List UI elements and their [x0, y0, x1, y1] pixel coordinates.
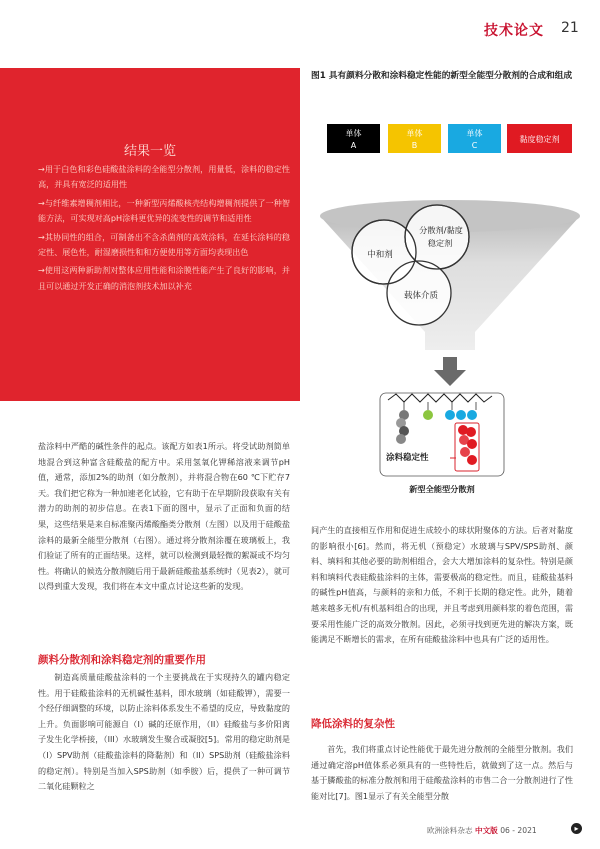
summary-item: →与纤维素增稠剂相比，一种新型丙烯酸核壳结构增稠剂提供了一种智能方法，可实现对高pH涂料更优异的流变性的调节和适用性: [38, 197, 290, 224]
paint-stability-label: 涂料稳定性: [386, 453, 429, 463]
monomer-label: 单体: [406, 129, 423, 138]
dispersant-label-line2: 稳定剂: [427, 238, 453, 248]
section-title: 技术论文: [484, 23, 544, 39]
paragraph: 首先，我们将重点讨论性能优于最先进分散剂的全能型分散剂。我们通过确定溶pH值体系必须具有的一些特性后，就做到了这一点。然后与基于膦酸盐的标准分散剂和用于硅酸盐涂料的市售二合一分散剂进行了性能对比[7]。图1显示了有关全能型分散: [311, 744, 573, 801]
summary-item: →使用这两种新助剂对整体应用性能和涂膜性能产生了良好的影响，并且可以通过开发正确的消泡剂技术加以补充: [38, 265, 290, 291]
figure-caption: 图1 具有颜料分散和涂料稳定性能的新型全能型分散剂的合成和组成: [311, 71, 573, 81]
figure-bottom-caption: 新型全能型分散剂: [409, 484, 475, 494]
issue-label: 06 - 2021: [500, 826, 537, 835]
monomer-bead: [396, 434, 406, 444]
footer: [427, 825, 537, 836]
monomer-a-box: [327, 124, 380, 153]
section-heading: 降低涂料的复杂性: [311, 718, 395, 730]
monomer-bead: [456, 410, 466, 420]
monomer-letter: A: [350, 141, 357, 150]
monomer-c-box: [448, 124, 501, 153]
summary-item: →用于白色和彩色硅酸盐涂料的全能型分散剂，用量低，涂料的稳定性高，并具有宽泛的适用性: [38, 164, 290, 190]
stabilizer-label: 黏度稳定剂: [519, 135, 560, 144]
carrier-label: 载体介质: [403, 291, 439, 301]
monomer-label: 单体: [345, 129, 362, 138]
summary-item: →其协同性的组合，可制备出不含杀菌剂的高效涂料，在延长涂料的稳定性、展色性，耐湿磨损性和和方便使用等方面均表现出色: [38, 231, 290, 258]
arrow-down-icon: [434, 357, 466, 386]
page-number: 21: [561, 20, 579, 36]
dispersant-label-line1: 分散剂/黏度: [419, 225, 463, 235]
monomer-b-box: [388, 124, 441, 153]
monomer-bead: [467, 410, 477, 420]
paragraph: 间产生的直接相互作用和促进生成较小的球状附聚体的方法。后者对黏度的影响很小[6]。然而，将无机（预稳定）水玻璃与SPV/SPS助剂、颜料、填料和其他必要的助剂相组合，会大大增加涂料的复杂性。特别是颜料和填料代表硅酸盐涂料的主体，需要极高的稳定性。而且，硅酸盐基料的碱性pH值高，与颜料的亲和力低，不利于长期的稳定性。此外，随着越来越多无机/有机基料组合的出现，并且考虑到用颜料浆的着色范围，需要采用性能广泛的高效分散剂。因此，必须寻找到更先进的解决方案，既能满足不断增长的需求，在所有硅酸盐涂料中也具有广泛的适用性。: [311, 525, 573, 645]
paragraph: 盐涂料中严酷的碱性条件的起点。该配方如表1所示。将受试助剂简单地混合到这种富含硅酸盐的配方中。采用氢氧化钾稀溶液来调节pH值，通常，添加2%的助剂（如分散剂），并将混合物在60 ℃下贮存7天。我们把它称为一种加速老化试验，它有助于在早期阶段获取有关有潜力的助剂的初步信息。在表1下面的图中，显示了正面和负面的结果，这些结果是来自标准聚丙烯酸酯类分散剂（左图）以及用于硅酸盐涂料的最新全能型分散剂（右图）。通过将分散剂涂覆在玻璃板上，我们验证了所有的正面结果。这样，就可以检测到最轻微的絮凝或不均匀性。将确认的候选分散剂随后用于最新硅酸盐基系统时（见表2），就可以得到重大发现，我们将在本文中重点讨论这些新的发现。: [38, 441, 291, 592]
figure-diagram: [300, 110, 600, 500]
section-heading: 颜料分散剂和涂料稳定剂的重要作用: [38, 654, 206, 666]
monomer-bead: [445, 410, 455, 420]
monomer-letter: B: [411, 141, 418, 150]
monomer-bead: [460, 447, 470, 457]
monomer-bead: [466, 427, 476, 437]
left-column-text: [38, 439, 290, 595]
neutralizer-label: 中和剂: [367, 250, 393, 260]
monomer-label: 单体: [466, 129, 483, 138]
edition-label: 中文版: [474, 826, 498, 835]
monomer-letter: C: [471, 141, 478, 150]
monomer-bead: [423, 410, 433, 420]
paragraph: 制造高质量硅酸盐涂料的一个主要挑战在于实现持久的罐内稳定性。用于硅酸盐涂料的无机碱性基料，即水玻璃（如硅酸钾），需要一个经仔细调整的环境，以防止涂料体系发生不希望的反应，导致黏度的上升。负面影响可能源自（I）碱的还原作用，（II）硅酸盐与多价阳离子发生化学桥接，（III）水玻璃发生聚合或凝胶[5]。常用的稳定助剂是（I）SPV助剂（硅酸盐涂料的降黏剂）和（II）SPS助剂（硅酸盐涂料的稳定剂）。特别是当加入SPS助剂（如季胺）后，提供了一种可调节二氧化硅颗粒之: [38, 672, 290, 792]
viscosity-stabilizer-box: [507, 124, 572, 153]
summary-list: [38, 162, 290, 297]
right-column-text: [311, 742, 573, 804]
polymer-frame: [380, 393, 504, 476]
magazine-name: 欧洲涂料杂志: [427, 826, 473, 835]
left-column-text: [38, 670, 290, 795]
monomer-bead: [467, 439, 477, 449]
arrow-right-icon[interactable]: ▸: [571, 823, 582, 834]
summary-title: 结果一览: [123, 144, 176, 159]
right-column-text: [311, 523, 573, 648]
monomer-bead: [467, 455, 477, 465]
